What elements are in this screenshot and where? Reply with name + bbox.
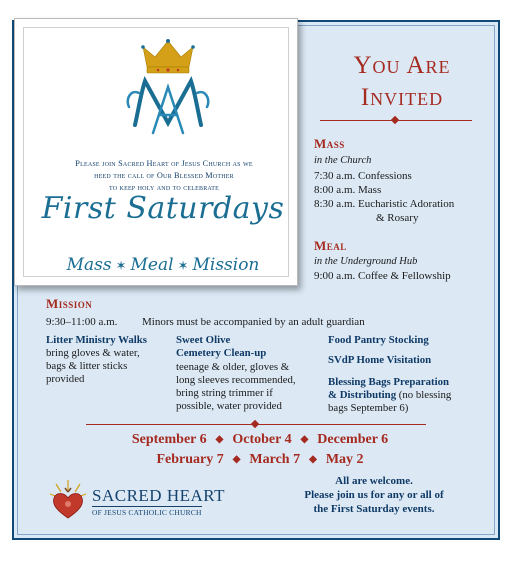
date-item: December 6 <box>317 432 389 447</box>
title-line: Invited <box>360 84 444 111</box>
closing-line: All are welcome. <box>335 475 413 487</box>
dates-divider <box>86 424 426 425</box>
detail-line: bring string trimmer if <box>176 387 273 399</box>
card-invite-line: heed the call of Our Blessed Mother <box>94 171 234 180</box>
diamond-icon: ◆ <box>300 434 309 445</box>
card-invite-line: Please join Sacred Heart of Jesus Church as we <box>75 159 253 168</box>
marian-monogram-icon <box>123 37 213 153</box>
star-icon: ✶ <box>177 259 189 274</box>
detail-line: bring gloves & water, <box>46 347 140 359</box>
meal-item: 9:00 a.m. Coffee & Fellowship <box>314 270 451 282</box>
title-line: You Are <box>353 52 451 79</box>
closing-line: Please join us for any or all of <box>304 489 444 501</box>
blessing-bags-line <box>328 389 451 402</box>
dates-row <box>40 452 480 468</box>
cemetery-details <box>176 361 296 413</box>
mission-note: Minors must be accompanied by an adult guardian <box>142 316 365 328</box>
litter-walks-title: Litter Ministry Walks <box>46 334 147 346</box>
blessing-bags-note: bags September 6) <box>328 402 409 414</box>
mass-location: in the Church <box>314 155 372 166</box>
mission-heading: Mission <box>46 296 93 311</box>
cemetery-title: Sweet Olive <box>176 334 231 346</box>
diamond-icon: ◆ <box>232 454 241 465</box>
detail-line: possible, water provided <box>176 400 282 412</box>
blessing-bags-bold: & Distributing <box>328 389 397 401</box>
pillar-meal: Meal <box>130 255 174 275</box>
cemetery-title: Cemetery Clean-up <box>176 347 267 359</box>
pillar-mission: Mission <box>192 255 260 275</box>
closing-line: the First Saturday events. <box>313 503 435 515</box>
svdp-title: SVdP Home Visitation <box>328 354 432 366</box>
blessing-bags-details <box>328 389 451 415</box>
litter-walks-details <box>46 347 140 386</box>
mass-heading: Mass <box>314 136 345 151</box>
meal-location: in the Underground Hub <box>314 256 418 267</box>
diamond-icon: ◆ <box>309 454 317 465</box>
food-pantry-title: Food Pantry Stocking <box>328 334 429 346</box>
detail-line: long sleeves recommended, <box>176 374 296 386</box>
mass-item: 8:00 a.m. Mass <box>314 184 382 196</box>
title-divider <box>320 120 472 121</box>
logo-subtitle: OF JESUS CATHOLIC CHURCH <box>92 508 202 517</box>
date-item: March 7 <box>249 452 301 467</box>
mass-item: 7:30 a.m. Confessions <box>314 170 412 182</box>
closing-message <box>264 474 484 516</box>
date-item: May 2 <box>325 452 364 467</box>
mass-item: 8:30 a.m. Eucharistic Adoration <box>314 198 455 210</box>
card-headline: First Saturdays <box>41 191 285 226</box>
card-pillars <box>35 255 291 275</box>
card-invite-line: to keep holy and to celebrate <box>108 183 219 192</box>
mission-time: 9:30–11:00 a.m. <box>46 316 118 328</box>
detail-line: provided <box>46 373 85 385</box>
meal-heading: Meal <box>314 238 347 253</box>
sacred-heart-icon <box>48 478 88 522</box>
invitation-card <box>14 18 298 286</box>
card-invitation-text <box>45 158 283 194</box>
blessing-bags-title: Blessing Bags Preparation <box>328 376 449 388</box>
logo-name: SACRED HEART <box>92 486 225 505</box>
date-item: September 6 <box>131 432 207 447</box>
diamond-icon: ◆ <box>215 434 224 445</box>
detail-line: bags & litter sticks <box>46 360 128 372</box>
date-item: October 4 <box>232 432 292 447</box>
mass-item: & Rosary <box>376 212 419 224</box>
date-item: February 7 <box>156 452 224 467</box>
pillar-mass: Mass <box>66 255 112 275</box>
star-icon: ✶ <box>115 259 127 274</box>
dates-row <box>40 432 480 448</box>
detail-line: teenage & older, gloves & <box>176 361 290 373</box>
page-title <box>312 50 492 114</box>
blessing-bags-note: (no blessing <box>396 389 452 401</box>
